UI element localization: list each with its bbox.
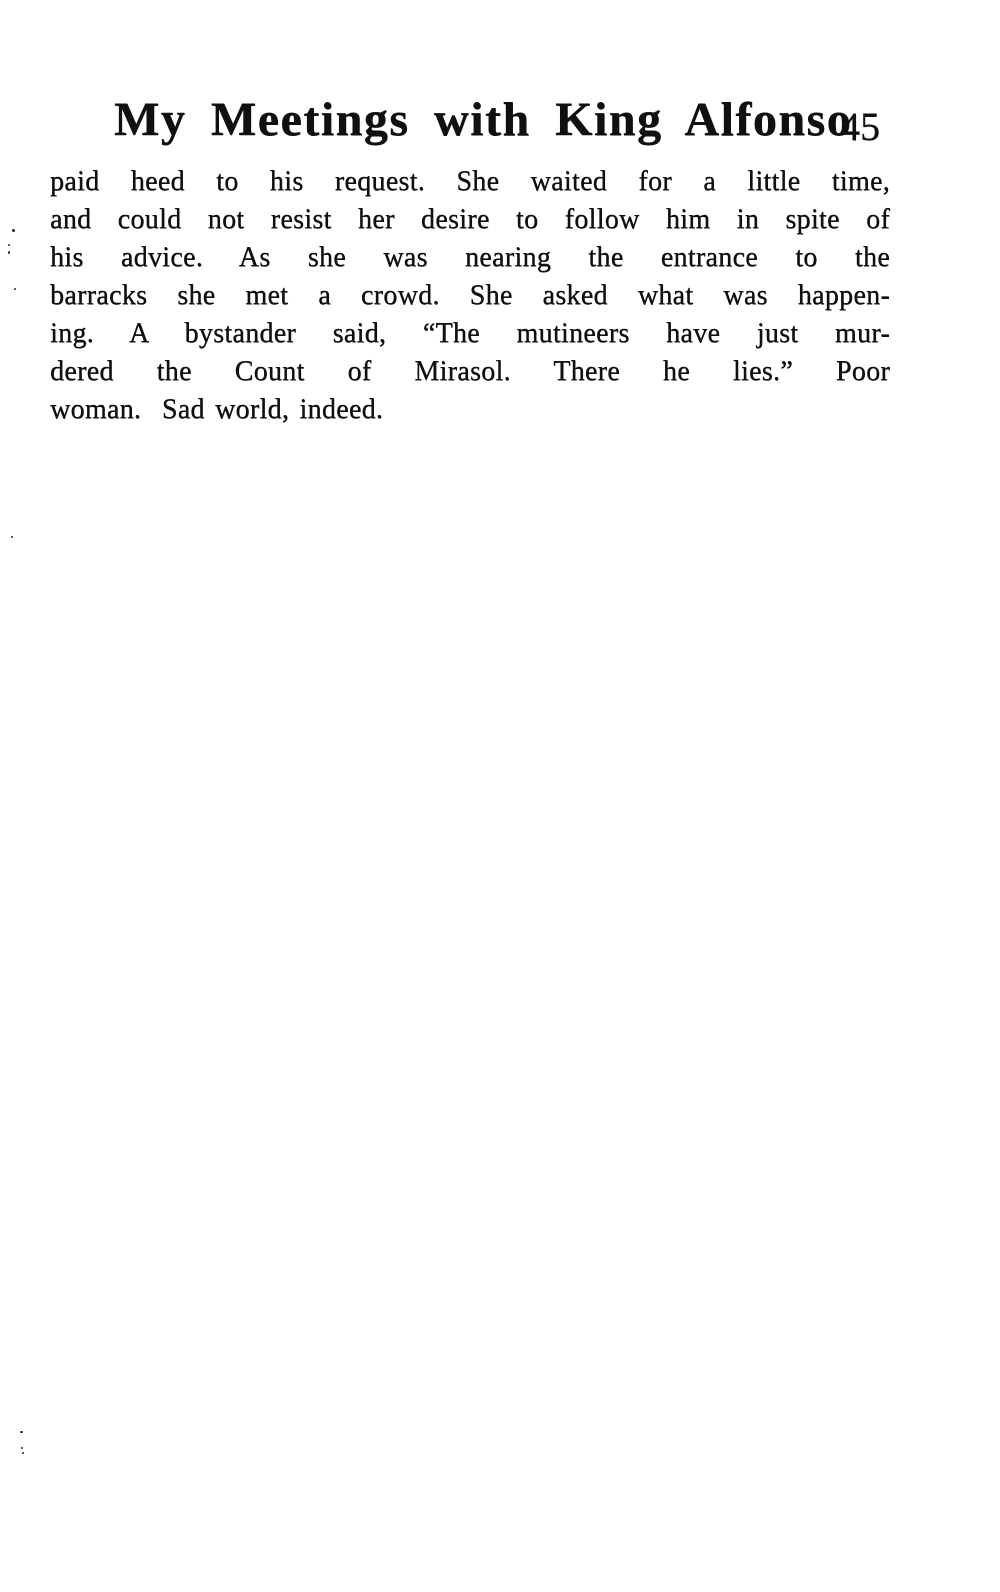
scan-speckle <box>8 251 10 254</box>
page-number: 45 <box>840 104 880 149</box>
text-line-4: barracks she met a crowd. She asked what was happen- <box>50 280 890 311</box>
text-line-3: his advice. As she was nearing the entrance to the <box>50 242 890 273</box>
running-title: My Meetings with King Alfonso <box>114 93 853 146</box>
scan-speckle <box>11 536 13 538</box>
scan-speckle <box>14 288 16 290</box>
scan-speckle <box>8 244 10 246</box>
text-line-2: and could not resist her desire to follow him in spite of <box>50 204 890 235</box>
text-line-6: dered the Count of Mirasol. There he lies.” Poor <box>50 356 890 387</box>
text-line-1: paid heed to his request. She waited for a little time, <box>50 166 890 197</box>
text-line-5: ing. A bystander said, “The mutineers have just mur- <box>50 318 890 349</box>
scan-speckle <box>22 1452 24 1454</box>
page-header <box>50 92 890 148</box>
scan-speckle <box>20 1431 23 1433</box>
text-line-7: woman. Sad world, indeed. <box>50 394 384 425</box>
body-paragraph <box>50 163 890 429</box>
scan-speckle <box>21 1447 23 1449</box>
scan-speckle <box>12 229 15 232</box>
